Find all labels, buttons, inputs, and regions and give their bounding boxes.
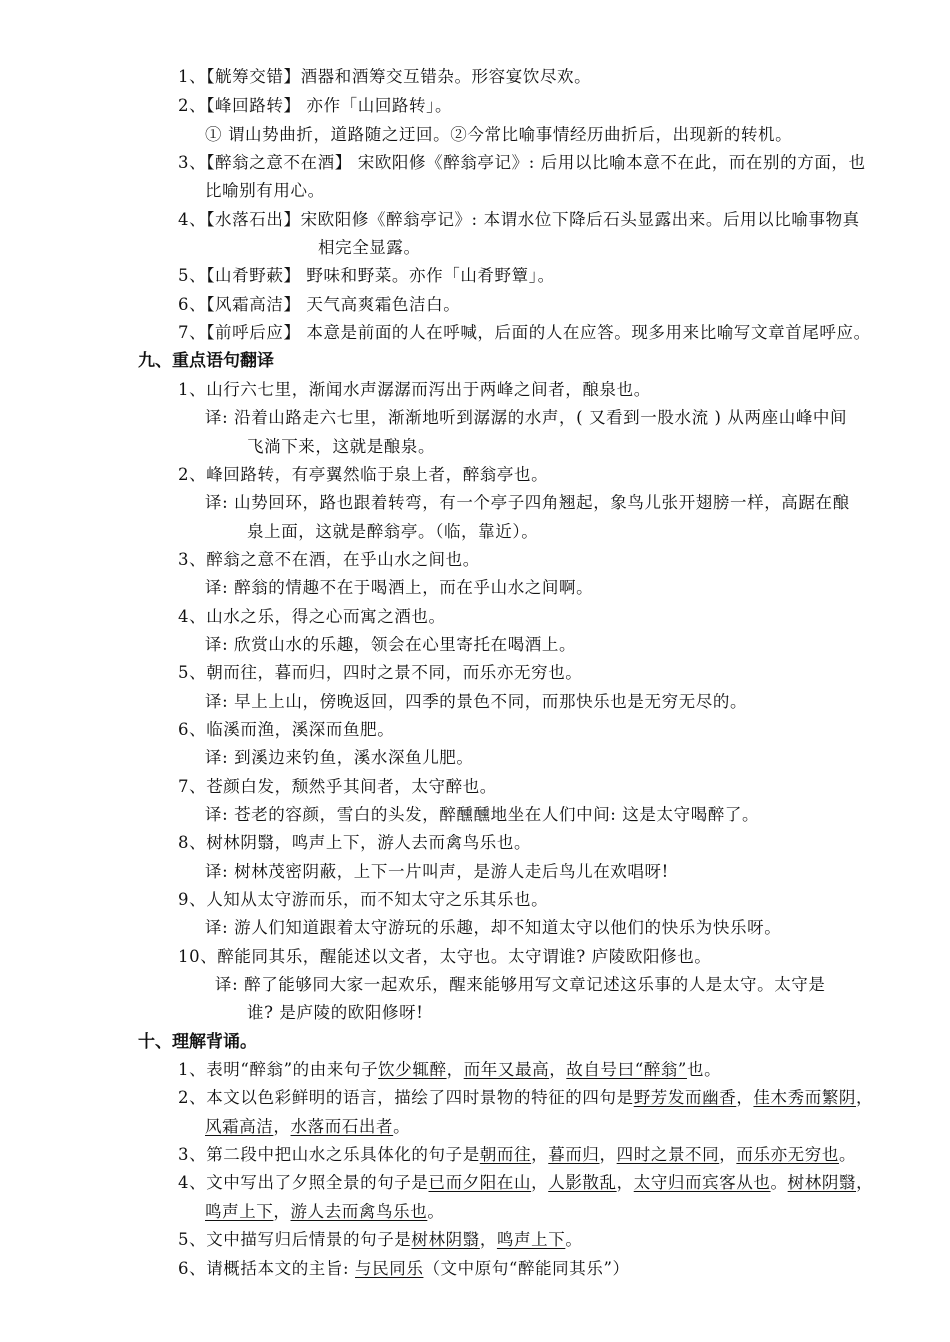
translation-2-continuation: 泉上面，这就是醉翁亭。（临，靠近）。 (247, 522, 539, 541)
idiom-definition: 本意是前面的人在呼喊，后面的人在应答。现多用来比喻写文章首尾呼应。 (306, 323, 871, 342)
sentence-item-2: 2、峰回路转，有亭翼然临于泉上者，醉翁亭也。 (178, 465, 549, 484)
idiom-item-4-continuation: 相完全显露。 (318, 238, 421, 257)
answer-blank: 四时之景不同 (616, 1145, 720, 1164)
idiom-term: 【前呼后应】 (206, 323, 301, 342)
answer-blank: 而年又最高 (463, 1060, 550, 1079)
source-sentence: 临溪而渔，溪深而鱼肥。 (206, 720, 395, 739)
section-heading-10: 十、理解背诵。 (138, 1032, 257, 1052)
answer-blank: 饮少辄醉 (378, 1060, 447, 1079)
recite-question-4-continuation: 鸣声上下，游人去而禽鸟乐也。 (205, 1202, 445, 1221)
answer-blank: 水落而石出者 (290, 1117, 394, 1136)
idiom-term: 【风霜高洁】 (206, 295, 301, 314)
answer-blank: 太守归而宾客从也 (633, 1173, 771, 1192)
answer-blank: 鸣声上下 (496, 1230, 566, 1249)
source-sentence: 人知从太守游而乐，而不知太守之乐其乐也。 (206, 890, 549, 909)
idiom-item-5: 5、【山肴野蔌】 野味和野菜。亦作「山肴野簟」。 (178, 266, 555, 285)
answer-blank: 而乐亦无穷也 (736, 1145, 839, 1164)
source-sentence: 苍颜白发，颓然乎其间者，太守醉也。 (206, 777, 497, 796)
translation-9: 译: 游人们知道跟着太守游玩的乐趣，却不知道太守以他们的快乐为快乐呀。 (205, 918, 782, 937)
idiom-definition: 酒器和酒筹交互错杂。形容宴饮尽欢。 (300, 67, 592, 86)
answer-blank: 朝而往 (479, 1145, 532, 1164)
answer-blank: 树林阴翳 (411, 1230, 480, 1249)
translation-8: 译: 树林茂密阴蔽，上下一片叫声，是游人走后鸟儿在欢唱呀! (205, 862, 669, 881)
translation-10: 译: 醉了能够同大家一起欢乐，醒来能够用写文章记述这乐事的人是太守。太守是 (215, 975, 826, 994)
sentence-item-8: 8、树林阴翳，鸣声上下，游人去而禽鸟乐也。 (178, 833, 532, 852)
idiom-definition: 宋欧阳修《醉翁亭记》: 后用以比喻本意不在此，而在别的方面，也 (357, 153, 866, 172)
sentence-item-7: 7、苍颜白发，颓然乎其间者，太守醉也。 (178, 777, 497, 796)
idiom-term: 【醉翁之意不在酒】 (206, 153, 352, 172)
idiom-item-3-continuation: 比喻别有用心。 (205, 181, 325, 200)
sentence-item-3: 3、醉翁之意不在酒，在乎山水之间也。 (178, 550, 480, 569)
answer-blank: 游人去而禽鸟乐也 (290, 1202, 428, 1221)
idiom-item-2-continuation: ① 谓山势曲折，道路随之迂回。②今常比喻事情经历曲折后，出现新的转机。 (205, 125, 793, 144)
source-sentence: 山行六七里，渐闻水声潺潺而泻出于两峰之间者，酿泉也。 (206, 380, 651, 399)
answer-blank: 人影散乱 (548, 1173, 617, 1192)
translation-4: 译: 欣赏山水的乐趣，领会在心里寄托在喝酒上。 (205, 635, 577, 654)
recite-question-6: 6、请概括本文的主旨: 与民同乐（文中原句“醉能同其乐”） (178, 1259, 630, 1278)
sentence-item-10: 10、醉能同其乐，醒能述以文者，太守也。太守谓谁? 庐陵欧阳修也。 (178, 947, 712, 966)
idiom-definition: 天气高爽霜色洁白。 (306, 295, 461, 314)
idiom-definition: 亦作「山回路转」。 (306, 96, 453, 115)
answer-blank: 佳木秀而繁阴 (753, 1088, 857, 1107)
answer-blank: 与民同乐 (355, 1259, 424, 1278)
recite-question-2: 2、本文以色彩鲜明的语言，描绘了四时景物的特征的四句是野芳发而幽香，佳木秀而繁阴， (178, 1088, 874, 1107)
source-sentence: 朝而往，暮而归，四时之景不同，而乐亦无穷也。 (206, 663, 583, 682)
section-heading-9: 九、重点语句翻译 (138, 351, 274, 371)
translation-6: 译: 到溪边来钓鱼，溪水深鱼儿肥。 (205, 748, 474, 767)
idiom-item-1: 1、【觥筹交错】酒器和酒筹交互错杂。形容宴饮尽欢。 (178, 67, 592, 86)
idiom-definition: 野味和野菜。亦作「山肴野簟」。 (306, 266, 555, 285)
translation-3: 译: 醉翁的情趣不在于喝酒上，而在乎山水之间啊。 (205, 578, 594, 597)
idiom-item-3: 3、【醉翁之意不在酒】 宋欧阳修《醉翁亭记》: 后用以比喻本意不在此，而在别的方面，也 (178, 153, 866, 172)
translation-1-continuation: 飞淌下来，这就是酿泉。 (247, 437, 436, 456)
source-sentence: 山水之乐，得之心而寓之酒也。 (206, 607, 446, 626)
answer-blank: 故自号曰“醉翁” (566, 1060, 687, 1079)
answer-blank: 暮而归 (548, 1145, 600, 1164)
idiom-item-7: 7、【前呼后应】 本意是前面的人在呼喊，后面的人在应答。现多用来比喻写文章首尾呼应。 (178, 323, 871, 342)
source-sentence: 峰回路转，有亭翼然临于泉上者，醉翁亭也。 (206, 465, 549, 484)
recite-question-5: 5、文中描写归后情景的句子是树林阴翳，鸣声上下。 (178, 1230, 583, 1249)
idiom-item-2: 2、【峰回路转】 亦作「山回路转」。 (178, 96, 453, 115)
translation-7: 译: 苍老的容颜，雪白的头发，醉醺醺地坐在人们中间: 这是太守喝醉了。 (205, 805, 760, 824)
sentence-item-1: 1、山行六七里，渐闻水声潺潺而泻出于两峰之间者，酿泉也。 (178, 380, 651, 399)
recite-question-3: 3、第二段中把山水之乐具体化的句子是朝而往，暮而归，四时之景不同，而乐亦无穷也。 (178, 1145, 857, 1164)
idiom-term: 【山肴野蔌】 (206, 266, 301, 285)
idiom-item-6: 6、【风霜高洁】 天气高爽霜色洁白。 (178, 295, 461, 314)
idiom-item-4: 4、【水落石出】宋欧阳修《醉翁亭记》: 本谓水位下降后石头显露出来。后用以比喻事物真 (178, 210, 860, 229)
recite-question-2-continuation: 风霜高洁，水落而石出者。 (205, 1117, 411, 1136)
idiom-term: 【峰回路转】 (206, 96, 301, 115)
translation-5: 译: 早上上山，傍晚返回，四季的景色不同，而那快乐也是无穷无尽的。 (205, 692, 748, 711)
idiom-definition: 宋欧阳修《醉翁亭记》: 本谓水位下降后石头显露出来。后用以比喻事物真 (300, 210, 860, 229)
recite-question-4: 4、文中写出了夕照全景的句子是已而夕阳在山，人影散乱，太守归而宾客从也。树林阴翳， (178, 1173, 874, 1192)
answer-blank: 鸣声上下 (205, 1202, 274, 1221)
translation-1: 译: 沿着山路走六七里，渐渐地听到潺潺的水声，( 又看到一股水流 ) 从两座山峰中间 (205, 408, 848, 427)
sentence-item-9: 9、人知从太守游而乐，而不知太守之乐其乐也。 (178, 890, 549, 909)
sentence-item-6: 6、临溪而渔，溪深而鱼肥。 (178, 720, 395, 739)
translation-10-continuation: 谁? 是庐陵的欧阳修呀! (247, 1003, 424, 1022)
source-sentence: 醉翁之意不在酒，在乎山水之间也。 (206, 550, 480, 569)
answer-blank: 已而夕阳在山 (428, 1173, 532, 1192)
idiom-term: 【水落石出】 (206, 210, 301, 229)
answer-blank: 树林阴翳 (787, 1173, 857, 1192)
translation-2: 译: 山势回环，路也跟着转弯，有一个亭子四角翘起，象鸟儿张开翅膀一样，高踞在酿 (205, 493, 850, 512)
sentence-item-5: 5、朝而往，暮而归，四时之景不同，而乐亦无穷也。 (178, 663, 583, 682)
source-sentence: 醉能同其乐，醒能述以文者，太守也。太守谓谁? 庐陵欧阳修也。 (217, 947, 712, 966)
recite-question-1: 1、表明“醉翁”的由来句子饮少辄醉，而年又最高，故自号曰“醉翁”也。 (178, 1060, 722, 1079)
answer-blank: 风霜高洁 (205, 1117, 274, 1136)
sentence-item-4: 4、山水之乐，得之心而寓之酒也。 (178, 607, 446, 626)
idiom-term: 【觥筹交错】 (206, 67, 301, 86)
answer-blank: 野芳发而幽香 (633, 1088, 737, 1107)
source-sentence: 树林阴翳，鸣声上下，游人去而禽鸟乐也。 (206, 833, 532, 852)
